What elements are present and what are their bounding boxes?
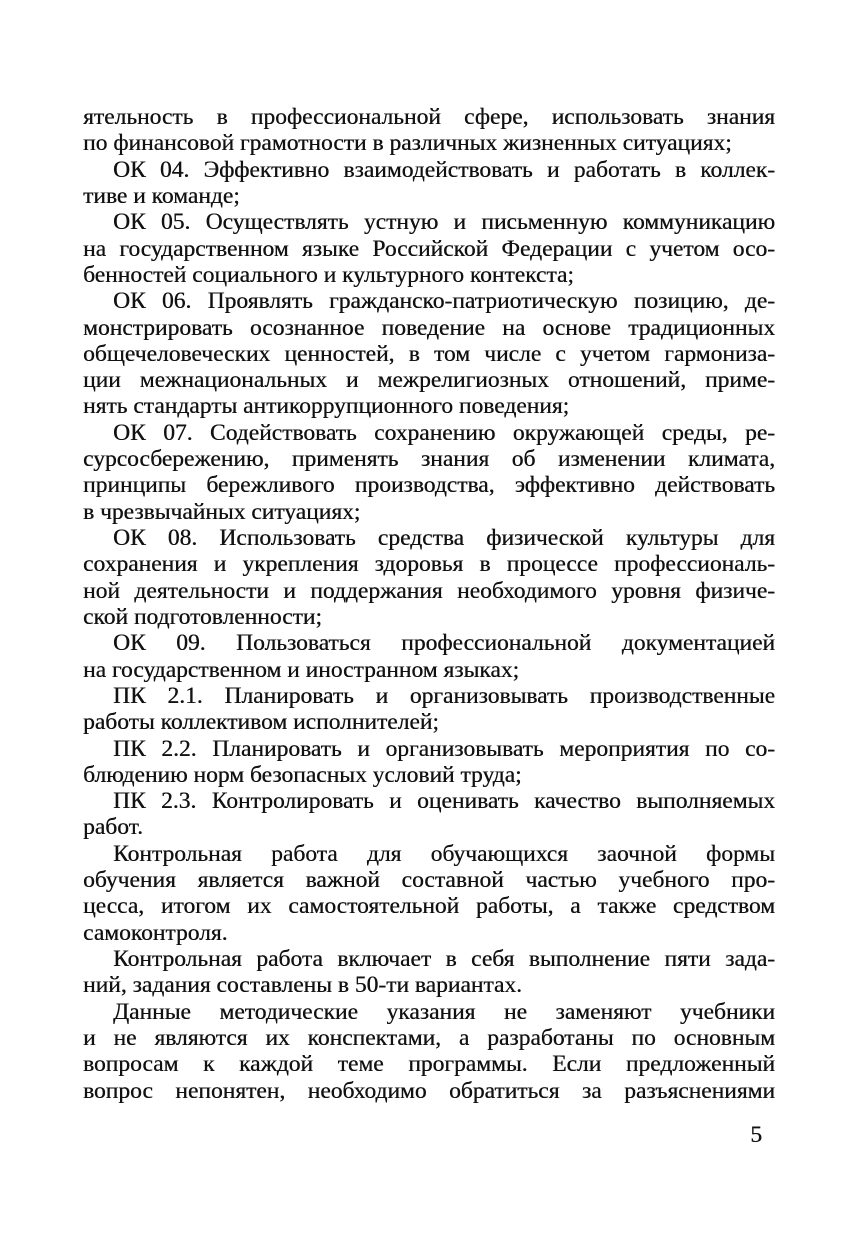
text-line: Контрольная работа для обучающихся заочной формы bbox=[113, 840, 775, 867]
text-line: ОК 07. Содействовать сохранению окружающей среды, ре- bbox=[113, 419, 775, 446]
text-line: ОК 08. Использовать средства физической культуры для bbox=[113, 525, 775, 551]
text-line: ПК 2.1. Планировать и организовывать производственные bbox=[113, 682, 775, 709]
text-line: работ. bbox=[83, 814, 143, 841]
text-line: обучения является важной составной частью учебного про- bbox=[83, 867, 775, 894]
text-line: сурсосбережению, применять знания об изменении климата, bbox=[83, 446, 775, 473]
text-line: и не являются их конспектами, а разработаны по основным bbox=[83, 1024, 775, 1051]
text-line: бенностей социального и культурного контекста; bbox=[83, 261, 574, 288]
text-line: тиве и команде; bbox=[83, 182, 240, 209]
text-line: по финансовой грамотности в различных жизненных ситуациях; bbox=[83, 130, 732, 157]
paragraph bbox=[83, 946, 775, 999]
text-line: ной деятельности и поддержания необходимого уровня физиче- bbox=[83, 577, 775, 604]
text-line: на государственном и иностранном языках; bbox=[83, 656, 520, 683]
text-line: ятельность в профессиональной сфере, использовать знания bbox=[83, 104, 775, 130]
text-line: вопрос непонятен, необходимо обратиться за разъяснениями bbox=[83, 1077, 775, 1104]
page-text-block bbox=[83, 104, 775, 1104]
text-line: ПК 2.3. Контролировать и оценивать качество выполняемых bbox=[113, 788, 775, 815]
text-line: Контрольная работа включает в себя выполнение пяти зада- bbox=[113, 946, 775, 972]
paragraph bbox=[83, 736, 775, 789]
paragraph bbox=[83, 288, 775, 420]
text-line: ции межнациональных и межрелигиозных отношений, приме- bbox=[83, 367, 775, 394]
text-line: ний, задания составлены в 50-ти вариантах. bbox=[83, 972, 522, 999]
text-line: сохранения и укрепления здоровья в процессе профессиональ- bbox=[83, 551, 775, 578]
text-line: ской подготовленности; bbox=[83, 603, 322, 630]
text-line: работы коллективом исполнителей; bbox=[83, 709, 439, 736]
paragraph bbox=[83, 630, 775, 683]
text-line: Данные методические указания не заменяют учебники bbox=[113, 998, 775, 1025]
paragraph bbox=[83, 525, 775, 630]
paragraph bbox=[83, 104, 775, 157]
paragraph bbox=[83, 157, 775, 210]
paragraph bbox=[83, 420, 775, 525]
paragraph bbox=[83, 209, 775, 288]
text-line: в чрезвычайных ситуациях; bbox=[83, 498, 361, 525]
text-line: цесса, итогом их самостоятельной работы, а также средством bbox=[83, 893, 775, 920]
text-line: ПК 2.2. Планировать и организовывать мероприятия по со- bbox=[113, 735, 775, 762]
text-line: самоконтроля. bbox=[83, 919, 228, 946]
paragraph bbox=[83, 683, 775, 736]
text-line: ОК 09. Пользоваться профессиональной документацией bbox=[113, 630, 775, 657]
text-line: общечеловеческих ценностей, в том числе с учетом гармониза- bbox=[83, 340, 775, 367]
text-line: нять стандарты антикоррупционного поведения; bbox=[83, 393, 570, 420]
text-line: блюдению норм безопасных условий труда; bbox=[83, 761, 522, 788]
paragraph bbox=[83, 841, 775, 946]
text-line: ОК 06. Проявлять гражданско-патриотическую позицию, де- bbox=[113, 288, 775, 315]
text-line: на государственном языке Российской Федерации с учетом осо- bbox=[83, 235, 775, 262]
text-line: принципы бережливого производства, эффективно действовать bbox=[83, 472, 775, 499]
text-line: ОК 04. Эффективно взаимодействовать и работать в коллек- bbox=[113, 156, 775, 183]
paragraph bbox=[83, 788, 775, 841]
page-number: 5 bbox=[750, 1122, 762, 1148]
paragraph bbox=[83, 999, 775, 1104]
text-line: вопросам к каждой теме программы. Если предложенный bbox=[83, 1051, 775, 1078]
text-line: монстрировать осознанное поведение на основе традиционных bbox=[83, 314, 775, 341]
text-line: ОК 05. Осуществлять устную и письменную коммуникацию bbox=[113, 209, 775, 236]
